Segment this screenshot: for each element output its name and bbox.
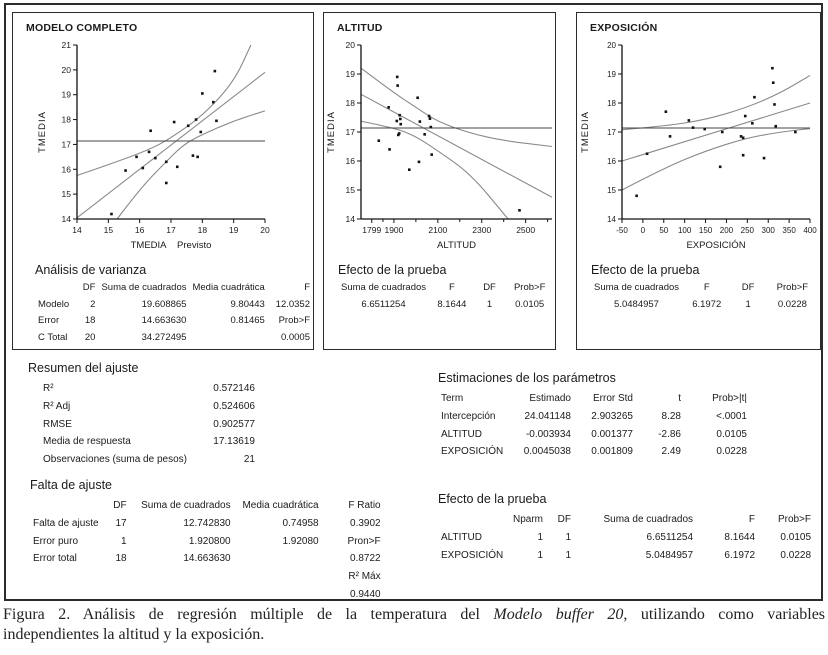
cell	[234, 568, 322, 586]
column-header: Estimado	[529, 393, 571, 404]
table-row	[591, 280, 820, 297]
y-axis-label: TMEDIA	[580, 111, 591, 153]
column-header: F	[304, 282, 310, 293]
data-point	[418, 161, 421, 164]
data-point	[399, 123, 402, 126]
panel-title-exposicion: EXPOSICIÓN	[590, 22, 658, 34]
cell: 0.0105	[716, 428, 747, 440]
param-estimates-table	[438, 390, 750, 461]
table-row	[40, 433, 258, 451]
y-tick-label: 16	[345, 156, 355, 166]
confidence-upper-curve	[622, 75, 810, 129]
y-axis-label: TMEDIA	[326, 111, 337, 153]
y-tick-label: 18	[61, 114, 71, 125]
x-tick-label: 400	[803, 226, 817, 235]
y-tick-label: 18	[607, 99, 616, 108]
column-header: Term	[441, 393, 464, 404]
cell: 8.1644	[724, 531, 756, 543]
y-tick-label: 14	[607, 215, 616, 224]
cell: 1	[745, 298, 751, 310]
x-tick-label: 100	[677, 226, 692, 235]
caption-italic-text: Modelo buffer 20	[493, 606, 624, 623]
cell: 0.0045038	[523, 446, 571, 458]
data-point	[396, 84, 399, 87]
cell: Error total	[33, 553, 77, 565]
cell: 2.903265	[591, 410, 633, 422]
y-tick-label: 18	[345, 98, 355, 108]
column-header: Suma de cuadrados	[141, 500, 231, 511]
table-row	[30, 586, 384, 604]
x-axis-label: EXPOSICIÓN	[686, 240, 746, 251]
x-tick-label: 2300	[472, 225, 492, 235]
cell: EXPOSICIÓN	[441, 446, 504, 458]
cell: 1.92080	[282, 535, 319, 547]
cell: 8.1644	[437, 298, 467, 310]
y-tick-label: 20	[607, 41, 616, 50]
data-point	[719, 166, 722, 169]
data-point	[753, 96, 756, 99]
caption-line-2: independientes la altitud y la exposición.	[3, 626, 265, 644]
cell: Media de respuesta	[43, 436, 131, 448]
x-tick-label: 18	[197, 225, 208, 235]
column-header: Suma de cuadrados	[341, 282, 427, 293]
column-header: F Ratio	[348, 500, 381, 511]
cell: R² Máx	[348, 571, 381, 583]
data-point	[148, 151, 151, 154]
y-tick-label: 17	[61, 139, 71, 150]
confidence-lower-curve	[361, 121, 508, 219]
cell: 0.0228	[777, 298, 807, 310]
effect-test-exposicion-block	[591, 263, 820, 313]
data-point	[199, 131, 202, 134]
fit-line	[77, 72, 265, 217]
figure-caption	[3, 605, 825, 646]
column-header: DF	[557, 514, 572, 525]
effect-test-combined-table	[438, 511, 814, 564]
data-point	[398, 132, 401, 135]
x-tick-label: 350	[782, 226, 796, 235]
caption-line-1	[3, 605, 825, 625]
y-tick-label: 17	[345, 127, 355, 137]
table-row	[35, 330, 313, 347]
cell: Prob>F	[278, 315, 310, 327]
x-tick-label: 1799	[362, 225, 382, 235]
table-row	[40, 451, 258, 469]
summary-fit-block	[28, 361, 258, 469]
confidence-lower-curve	[622, 129, 810, 190]
data-point	[399, 118, 402, 121]
table-row	[30, 497, 384, 515]
effect-test-exposicion-table	[591, 280, 820, 313]
x-tick-label: 17	[166, 225, 176, 235]
table-row	[35, 297, 313, 314]
cell: Falta de ajuste	[33, 517, 99, 529]
table-row	[30, 533, 384, 551]
data-point	[201, 92, 204, 95]
confidence-lower-curve	[117, 111, 265, 219]
cell: 0.001377	[591, 428, 633, 440]
data-point	[794, 131, 797, 134]
y-tick-label: 19	[61, 89, 71, 100]
column-header: Suma de cuadrados	[101, 282, 187, 293]
cell: 12.0352	[275, 298, 310, 310]
table-row	[438, 390, 750, 408]
cell: 17.13619	[213, 436, 255, 448]
panel-altitud	[323, 12, 556, 350]
cell: EXPOSICIÓN	[441, 549, 504, 561]
data-point	[377, 139, 380, 142]
x-tick-label: 200	[719, 226, 734, 235]
fit-line	[361, 94, 552, 197]
cell: 0.0228	[716, 446, 747, 458]
data-point	[214, 70, 217, 73]
cell	[30, 586, 102, 604]
data-point	[692, 126, 695, 129]
param-estimates-title: Estimaciones de los parámetros	[438, 371, 616, 385]
data-point	[173, 121, 176, 124]
table-row	[40, 380, 258, 398]
effect-test-combined-block	[438, 492, 814, 564]
table-row	[35, 280, 313, 297]
data-point	[703, 128, 706, 131]
cell: Intercepción	[441, 410, 496, 422]
cell	[234, 550, 322, 568]
scatter-plot-exposicion	[579, 39, 819, 257]
y-tick-label: 15	[61, 189, 71, 200]
cell: ALTITUD	[441, 531, 482, 543]
cell	[130, 586, 234, 604]
effect-test-altitud-title: Efecto de la prueba	[338, 263, 447, 277]
table-row	[338, 297, 555, 314]
scatter-plot-modelo-completo	[15, 39, 311, 257]
cell	[189, 330, 267, 347]
cell: 0.572146	[213, 383, 255, 394]
x-tick-label: 20	[260, 225, 270, 235]
panel-modelo-completo	[12, 12, 314, 350]
panel-title-modelo-completo: MODELO COMPLETO	[26, 22, 138, 34]
data-point	[416, 96, 419, 99]
x-tick-label: 0	[640, 226, 646, 235]
x-tick-label: 15	[103, 225, 114, 235]
cell: 1	[565, 531, 572, 543]
data-point	[669, 135, 672, 138]
caption-text-end: , utilizando como variables	[623, 606, 826, 623]
cell: 0.0105	[515, 298, 545, 310]
column-header: Media cuadrática	[192, 282, 265, 293]
x-tick-label: 16	[134, 225, 145, 235]
x-tick-label: 1900	[384, 225, 404, 235]
cell: 20	[84, 332, 96, 344]
column-header: F	[448, 282, 455, 293]
data-point	[646, 152, 649, 155]
cell: 24.041148	[524, 410, 571, 422]
data-point	[176, 166, 179, 169]
anova-title: Análisis de varianza	[35, 263, 147, 277]
summary-fit-table	[40, 380, 258, 469]
x-tick-label: 19	[228, 225, 239, 235]
data-point	[195, 118, 198, 121]
cell: 8.28	[661, 410, 681, 422]
lack-of-fit-table	[30, 497, 384, 604]
cell: 0.81465	[230, 315, 265, 327]
cell: 6.1972	[724, 549, 756, 561]
lack-of-fit-title: Falta de ajuste	[30, 478, 112, 492]
confidence-upper-curve	[77, 45, 251, 176]
y-tick-label: 15	[607, 186, 616, 195]
data-point	[408, 168, 411, 171]
x-tick-label: 250	[740, 226, 755, 235]
x-tick-label: 2500	[516, 225, 536, 235]
cell: 5.0484957	[645, 549, 694, 561]
column-header: Error Std	[592, 393, 633, 404]
cell: Pron>F	[347, 535, 381, 547]
column-header	[30, 497, 102, 515]
y-tick-label: 16	[607, 157, 616, 166]
table-row	[438, 426, 750, 444]
column-header: Prob>|t|	[712, 393, 747, 404]
y-tick-label: 19	[345, 69, 355, 79]
table-row	[591, 297, 820, 314]
data-point	[187, 124, 190, 127]
table-row	[338, 280, 555, 297]
data-point	[398, 114, 401, 117]
cell	[102, 568, 130, 586]
effect-test-combined-title: Efecto de la prueba	[438, 492, 547, 506]
data-point	[771, 67, 774, 70]
column-header: Prob>F	[776, 282, 809, 293]
cell	[102, 586, 130, 604]
cell: 1.920800	[188, 535, 231, 547]
cell: 5.0484957	[614, 298, 659, 310]
x-tick-label: -50	[616, 226, 628, 235]
caption-text: Figura 2. Análisis de regresión múltiple de la temperatura del	[3, 606, 494, 623]
lack-of-fit-block	[30, 478, 384, 604]
cell: R²	[43, 383, 54, 394]
x-axis-label: TMEDIA Previsto	[130, 240, 212, 251]
y-tick-label: 16	[61, 164, 71, 175]
data-point	[395, 120, 398, 123]
cell: Error	[38, 315, 60, 327]
cell: 1	[537, 549, 544, 561]
cell: Error puro	[33, 535, 79, 547]
data-point	[142, 167, 145, 170]
y-tick-label: 17	[607, 128, 616, 137]
cell: ALTITUD	[441, 428, 482, 440]
data-point	[772, 81, 775, 84]
table-row	[35, 313, 313, 330]
cell: 14.663630	[141, 315, 187, 327]
cell: -0.003934	[525, 428, 571, 440]
x-tick-label: 150	[698, 226, 713, 235]
data-point	[124, 169, 127, 172]
x-axis-label: ALTITUD	[437, 240, 476, 251]
data-point	[742, 154, 745, 157]
cell: C Total	[38, 332, 68, 344]
data-point	[688, 119, 691, 122]
data-point	[196, 156, 199, 159]
cell: 21	[243, 454, 255, 466]
column-header: Prob>F	[777, 514, 812, 525]
cell: 34.272495	[141, 332, 187, 344]
cell: -2.86	[658, 428, 681, 440]
effect-test-altitud-block	[338, 263, 555, 313]
column-header: DF	[82, 282, 96, 293]
cell: 0.001809	[591, 446, 633, 458]
cell: 18	[115, 553, 127, 565]
cell: RMSE	[43, 418, 72, 430]
data-point	[419, 120, 422, 123]
table-row	[30, 515, 384, 533]
data-point	[430, 126, 433, 129]
y-tick-label: 15	[345, 185, 355, 195]
scatter-plot-altitud	[326, 39, 555, 257]
column-header	[35, 280, 75, 297]
cell	[130, 568, 234, 586]
data-point	[763, 157, 766, 160]
data-point	[212, 101, 215, 104]
column-header: DF	[113, 500, 127, 511]
cell: 0.3902	[350, 517, 381, 529]
data-point	[429, 117, 432, 120]
x-tick-label: 14	[72, 225, 82, 235]
column-header: DF	[741, 282, 755, 293]
column-header: Prob>F	[513, 282, 546, 293]
column-header: Media cuadrática	[242, 500, 319, 511]
figure-border	[4, 3, 823, 601]
cell: 0.9440	[350, 588, 381, 600]
column-header: Suma de cuadrados	[603, 514, 694, 525]
table-row	[438, 443, 750, 461]
data-point	[428, 115, 431, 118]
cell: 2	[90, 298, 96, 310]
data-point	[149, 129, 152, 132]
table-row	[30, 550, 384, 568]
y-tick-label: 14	[61, 214, 71, 224]
data-point	[215, 120, 218, 123]
data-point	[154, 157, 157, 160]
data-point	[665, 110, 668, 113]
data-point	[742, 137, 745, 140]
column-header: t	[678, 393, 681, 404]
column-header	[438, 511, 510, 529]
x-tick-label: 2100	[428, 225, 448, 235]
cell: 17	[115, 517, 127, 529]
cell: 1	[565, 549, 572, 561]
cell: 6.6511254	[646, 531, 694, 543]
data-point	[423, 133, 426, 136]
cell: R² Adj	[43, 400, 71, 412]
cell: Modelo	[38, 298, 70, 310]
cell: Observaciones (suma de pesos)	[43, 454, 187, 466]
data-point	[192, 154, 195, 157]
data-point	[388, 148, 391, 151]
cell: 0.74958	[282, 517, 319, 529]
column-header: DF	[483, 282, 496, 293]
data-point	[387, 106, 390, 109]
anova-table	[35, 280, 313, 347]
cell: 9.80443	[230, 298, 265, 310]
data-point	[110, 213, 113, 216]
data-point	[774, 125, 777, 128]
effect-test-altitud-table	[338, 280, 555, 313]
panel-exposicion	[576, 12, 821, 350]
column-header: F	[748, 514, 756, 525]
cell: 0.8722	[350, 553, 381, 565]
table-row	[438, 408, 750, 426]
cell: 2.49	[661, 446, 681, 458]
cell: 0.0105	[780, 531, 812, 543]
data-point	[430, 153, 433, 156]
x-tick-label: 300	[761, 226, 775, 235]
cell: 18	[84, 315, 96, 327]
data-point	[165, 161, 168, 164]
y-tick-label: 21	[61, 40, 71, 50]
table-row	[30, 568, 384, 586]
cell: 6.1972	[692, 298, 722, 310]
cell: 12.742830	[183, 517, 231, 529]
y-tick-label: 14	[345, 214, 355, 224]
param-estimates-block	[438, 371, 750, 461]
cell: 14.663630	[183, 553, 231, 565]
data-point	[135, 156, 138, 159]
cell	[30, 568, 102, 586]
table-row	[438, 547, 814, 565]
table-row	[40, 398, 258, 416]
cell: 1	[486, 298, 493, 310]
column-header: Nparm	[513, 514, 544, 525]
panel-title-altitud: ALTITUD	[337, 22, 383, 34]
effect-test-exposicion-title: Efecto de la prueba	[591, 263, 700, 277]
data-point	[751, 122, 754, 125]
data-point	[635, 195, 638, 198]
cell: <.0001	[716, 410, 747, 422]
data-point	[721, 131, 724, 134]
y-tick-label: 20	[345, 40, 355, 50]
table-row	[40, 416, 258, 434]
summary-fit-title: Resumen del ajuste	[28, 361, 139, 375]
cell	[234, 586, 322, 604]
anova-block	[35, 263, 313, 347]
y-tick-label: 19	[607, 70, 616, 79]
cell: 0.0228	[780, 549, 812, 561]
y-axis-label: TMEDIA	[37, 111, 48, 153]
table-row	[438, 529, 814, 547]
cell: 0.902577	[213, 418, 255, 430]
cell: 1	[121, 535, 127, 547]
y-tick-label: 20	[61, 64, 71, 75]
cell: 0.524606	[213, 400, 255, 412]
cell: 19.608865	[141, 298, 187, 310]
column-header: F	[703, 282, 710, 293]
x-tick-label: 50	[659, 226, 669, 235]
data-point	[396, 76, 399, 79]
cell: 0.0005	[280, 332, 310, 344]
cell: 6.6511254	[361, 298, 406, 310]
column-header: Suma de cuadrados	[594, 282, 680, 293]
table-row	[438, 511, 814, 529]
cell: 1	[537, 531, 544, 543]
data-point	[773, 103, 776, 106]
data-point	[518, 209, 521, 212]
data-point	[165, 182, 168, 185]
data-point	[744, 115, 747, 118]
